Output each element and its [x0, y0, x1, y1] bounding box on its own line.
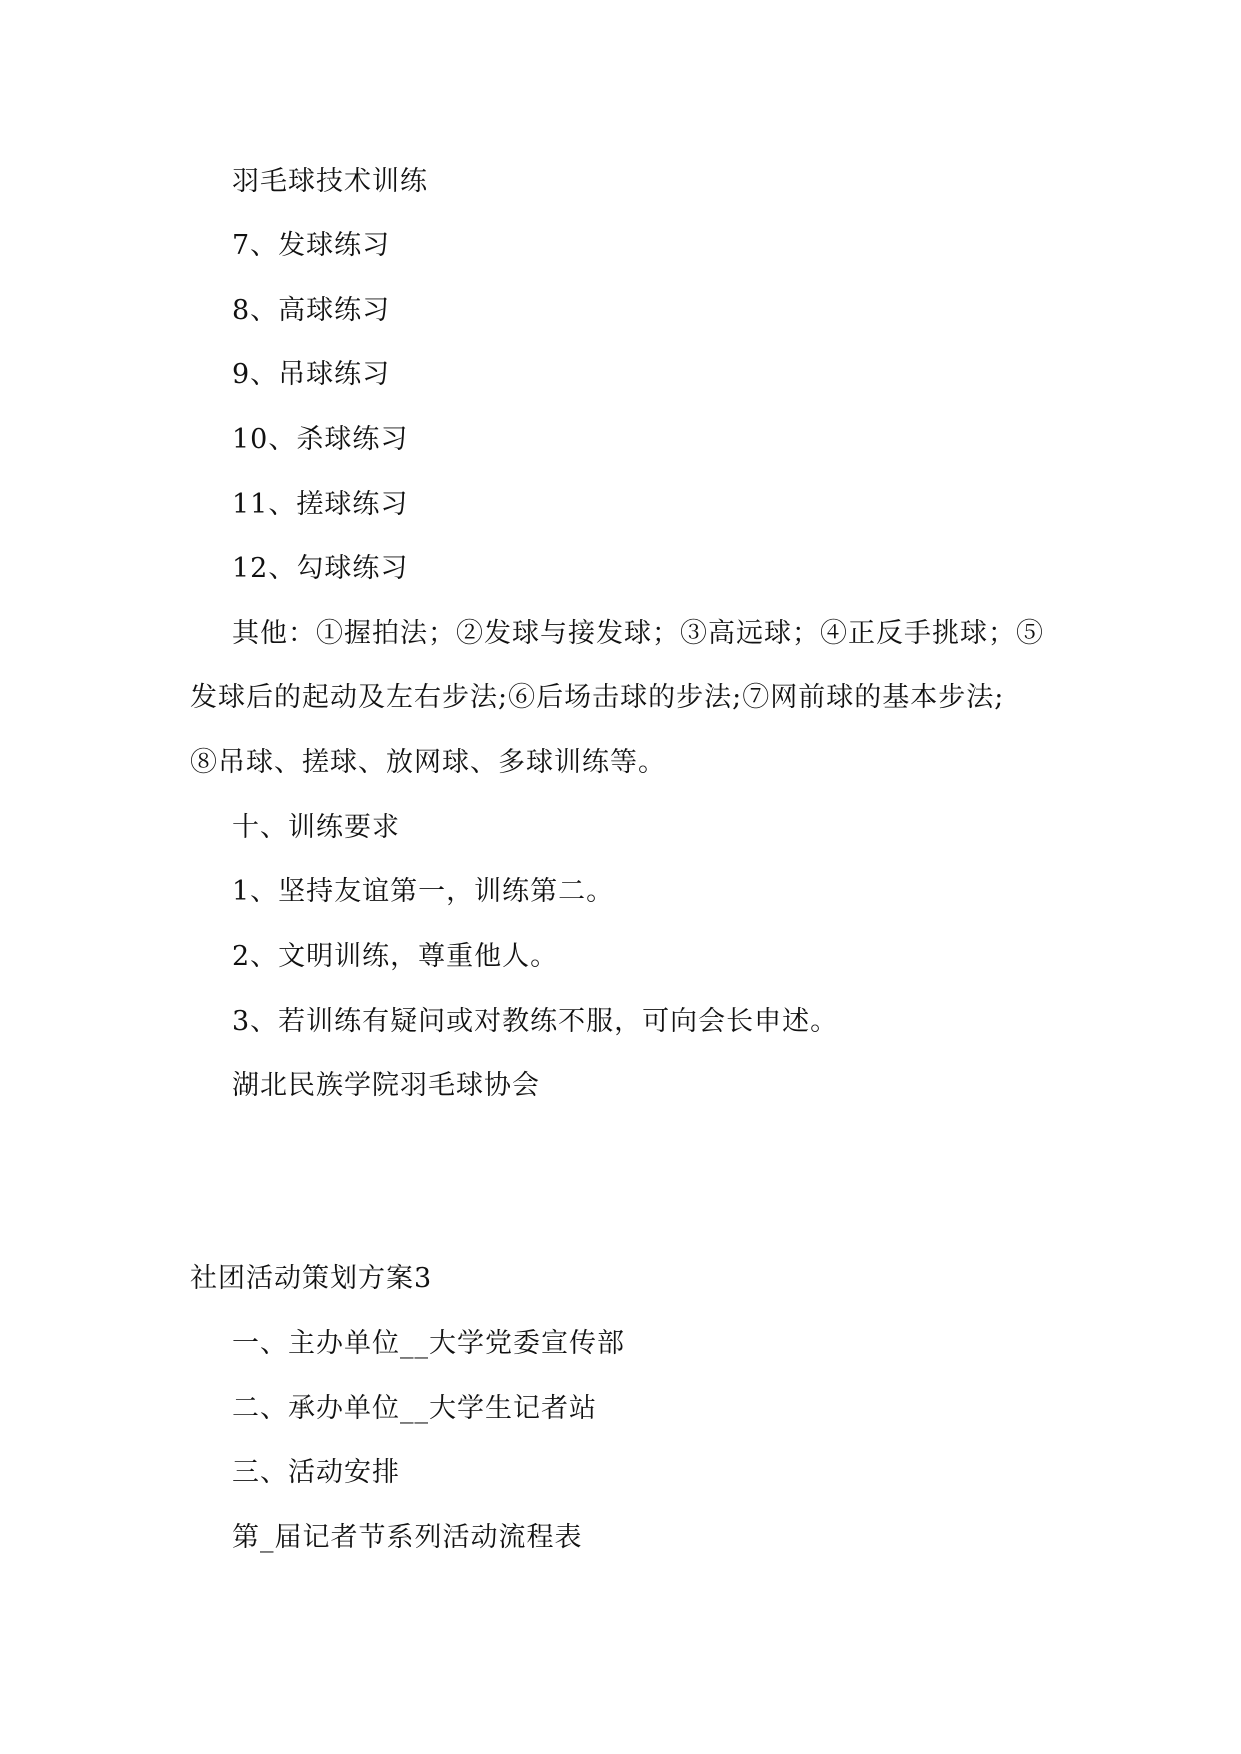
list-item: 二、承办单位__大学生记者站 [232, 1393, 597, 1424]
document-title: 社团活动策划方案3 [190, 1263, 433, 1294]
section-heading-badminton-training: 羽毛球技术训练 [232, 166, 428, 197]
list-item: 11、搓球练习 [232, 489, 409, 520]
list-item: 1、坚持友谊第一，训练第二。 [232, 876, 615, 907]
list-item: 一、主办单位__大学党委宣传部 [232, 1328, 625, 1359]
list-item: 12、勾球练习 [232, 553, 409, 584]
paragraph-line: 发球后的起动及左右步法;⑥后场击球的步法;⑦网前球的基本步法; [190, 682, 1005, 713]
list-item: 9、吊球练习 [232, 359, 391, 390]
list-item: 2、文明训练，尊重他人。 [232, 941, 559, 972]
list-item: 7、发球练习 [232, 230, 391, 261]
paragraph-line: ⑧吊球、搓球、放网球、多球训练等。 [190, 747, 666, 778]
list-item: 8、高球练习 [232, 295, 391, 326]
list-item: 第_届记者节系列活动流程表 [232, 1522, 583, 1553]
list-item: 三、活动安排 [232, 1457, 400, 1488]
section-heading-training-requirements: 十、训练要求 [232, 812, 400, 843]
paragraph-line: 其他：①握拍法；②发球与接发球；③高远球；④正反手挑球；⑤ [232, 618, 1044, 649]
signature-line: 湖北民族学院羽毛球协会 [232, 1070, 540, 1101]
list-item: 10、杀球练习 [232, 424, 409, 455]
list-item: 3、若训练有疑问或对教练不服，可向会长申述。 [232, 1006, 839, 1037]
